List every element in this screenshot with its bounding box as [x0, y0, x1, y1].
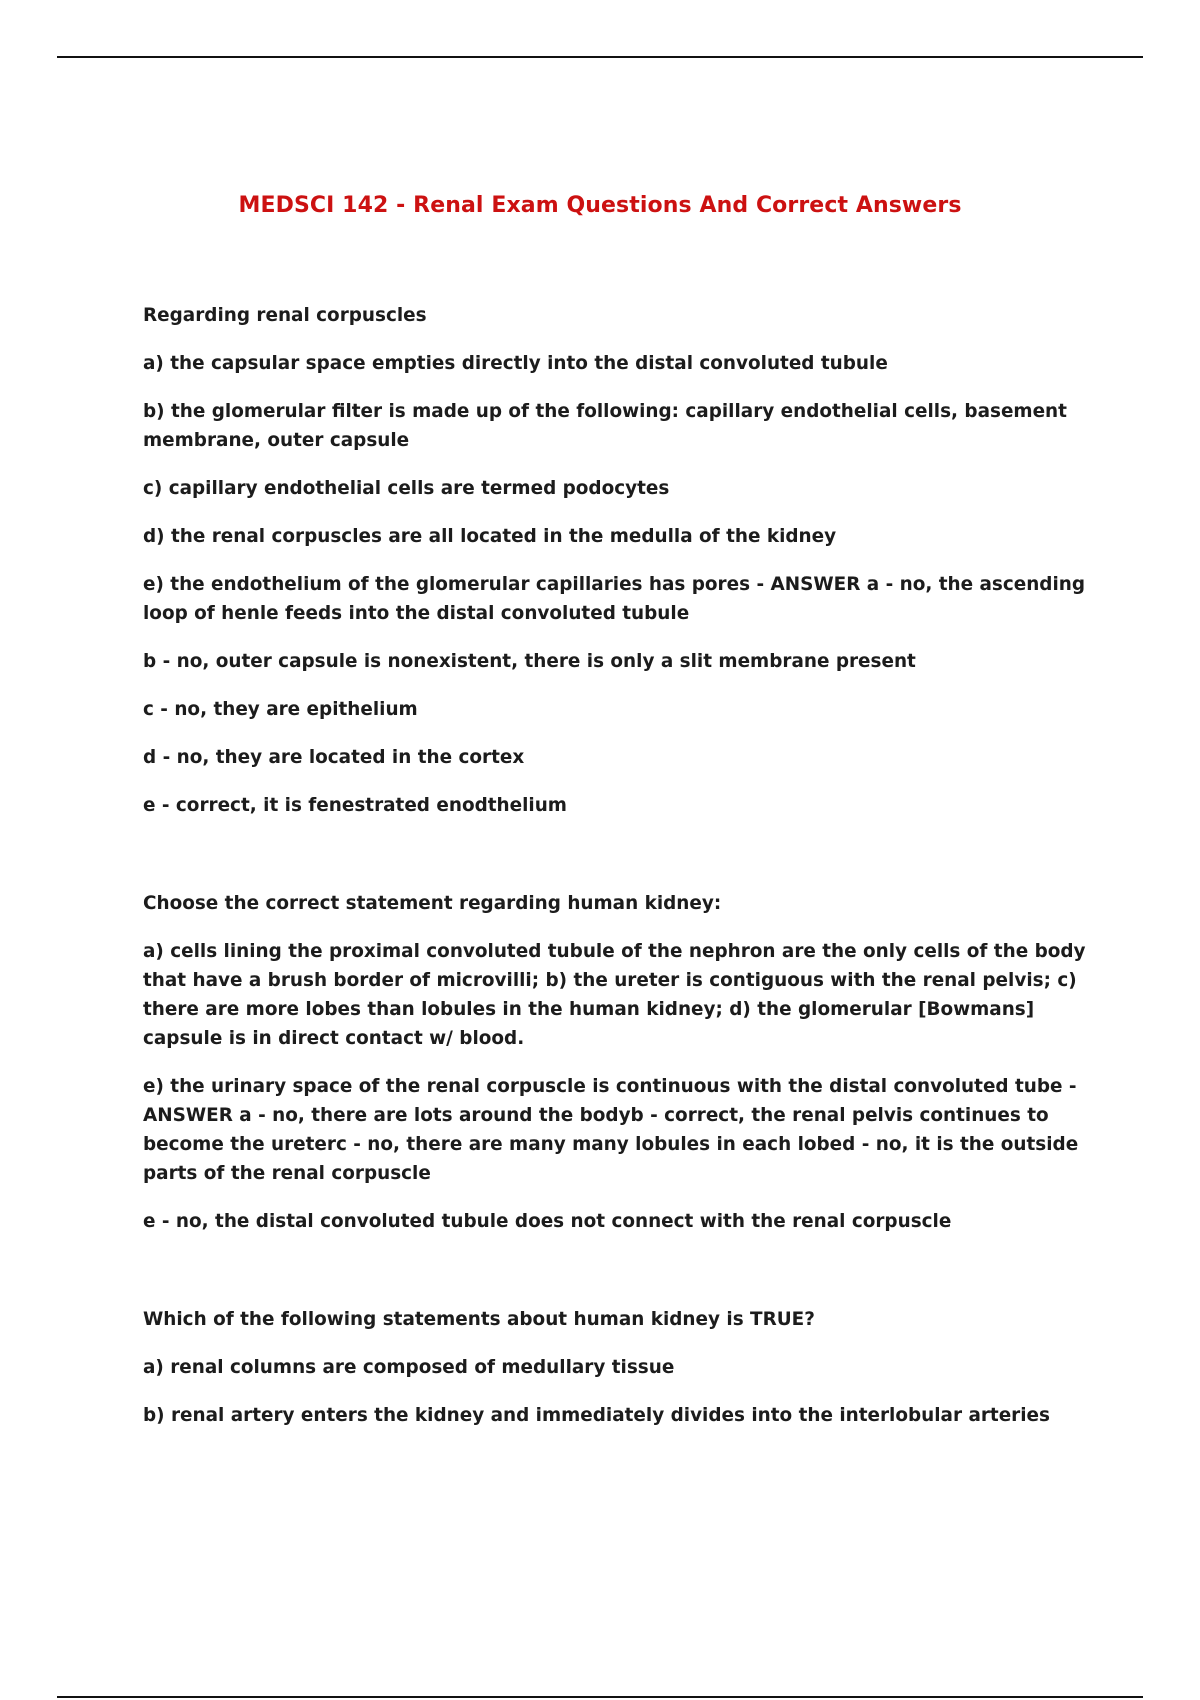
option-paragraph: a) cells lining the proximal convoluted tubule of the nephron are the only cells of the body that have a brush border of microvilli; b) the ureter is contiguous with the renal pelvis; c) there are more lobes than lobules in the human kidney; d) the glomerular [Bowmans] capsule is in direct contact w/ blood.: [143, 941, 1086, 1049]
answer-paragraph: d - no, they are located in the cortex: [143, 747, 525, 768]
question-heading: Regarding renal corpuscles: [143, 305, 427, 326]
option-paragraph: b) renal artery enters the kidney and immediately divides into the interlobular arteries: [143, 1405, 1050, 1426]
document-title: MEDSCI 142 - Renal Exam Questions And Correct Answers: [238, 193, 962, 218]
question-heading: Which of the following statements about human kidney is TRUE?: [143, 1309, 815, 1330]
answer-paragraph: e) the endothelium of the glomerular capillaries has pores - ANSWER a - no, the ascending loop of henle feeds into the distal convoluted tubule: [143, 574, 1086, 624]
answer-paragraph: c - no, they are epithelium: [143, 699, 418, 720]
question-block-1: [143, 301, 1093, 820]
section-spacer: [143, 1255, 1093, 1305]
question-heading: Choose the correct statement regarding human kidney:: [143, 893, 722, 914]
answer-paragraph: e) the urinary space of the renal corpuscle is continuous with the distal convoluted tube - ANSWER a - no, there are lots around the bodyb - correct, the renal pelvis continues to become the ureterc - no, there are many many lobules in each lobed - no, it is the outside parts of the renal corpuscle: [143, 1076, 1079, 1184]
option-paragraph: d) the renal corpuscles are all located in the medulla of the kidney: [143, 526, 837, 547]
option-paragraph: a) renal columns are composed of medullary tissue: [143, 1357, 675, 1378]
question-block-2: [143, 889, 1093, 1236]
bottom-rule: [57, 1696, 1143, 1698]
top-rule: [57, 56, 1143, 58]
question-block-3: [143, 1305, 1093, 1430]
answer-paragraph: b - no, outer capsule is nonexistent, there is only a slit membrane present: [143, 651, 916, 672]
answer-paragraph: e - correct, it is fenestrated enodthelium: [143, 795, 567, 816]
document-body: [143, 301, 1093, 1449]
answer-paragraph: e - no, the distal convoluted tubule does not connect with the renal corpuscle: [143, 1211, 952, 1232]
option-paragraph: c) capillary endothelial cells are termed podocytes: [143, 478, 670, 499]
option-paragraph: a) the capsular space empties directly into the distal convoluted tubule: [143, 353, 888, 374]
option-paragraph: b) the glomerular filter is made up of the following: capillary endothelial cells, basement membrane, outer capsule: [143, 401, 1067, 451]
section-spacer: [143, 839, 1093, 889]
